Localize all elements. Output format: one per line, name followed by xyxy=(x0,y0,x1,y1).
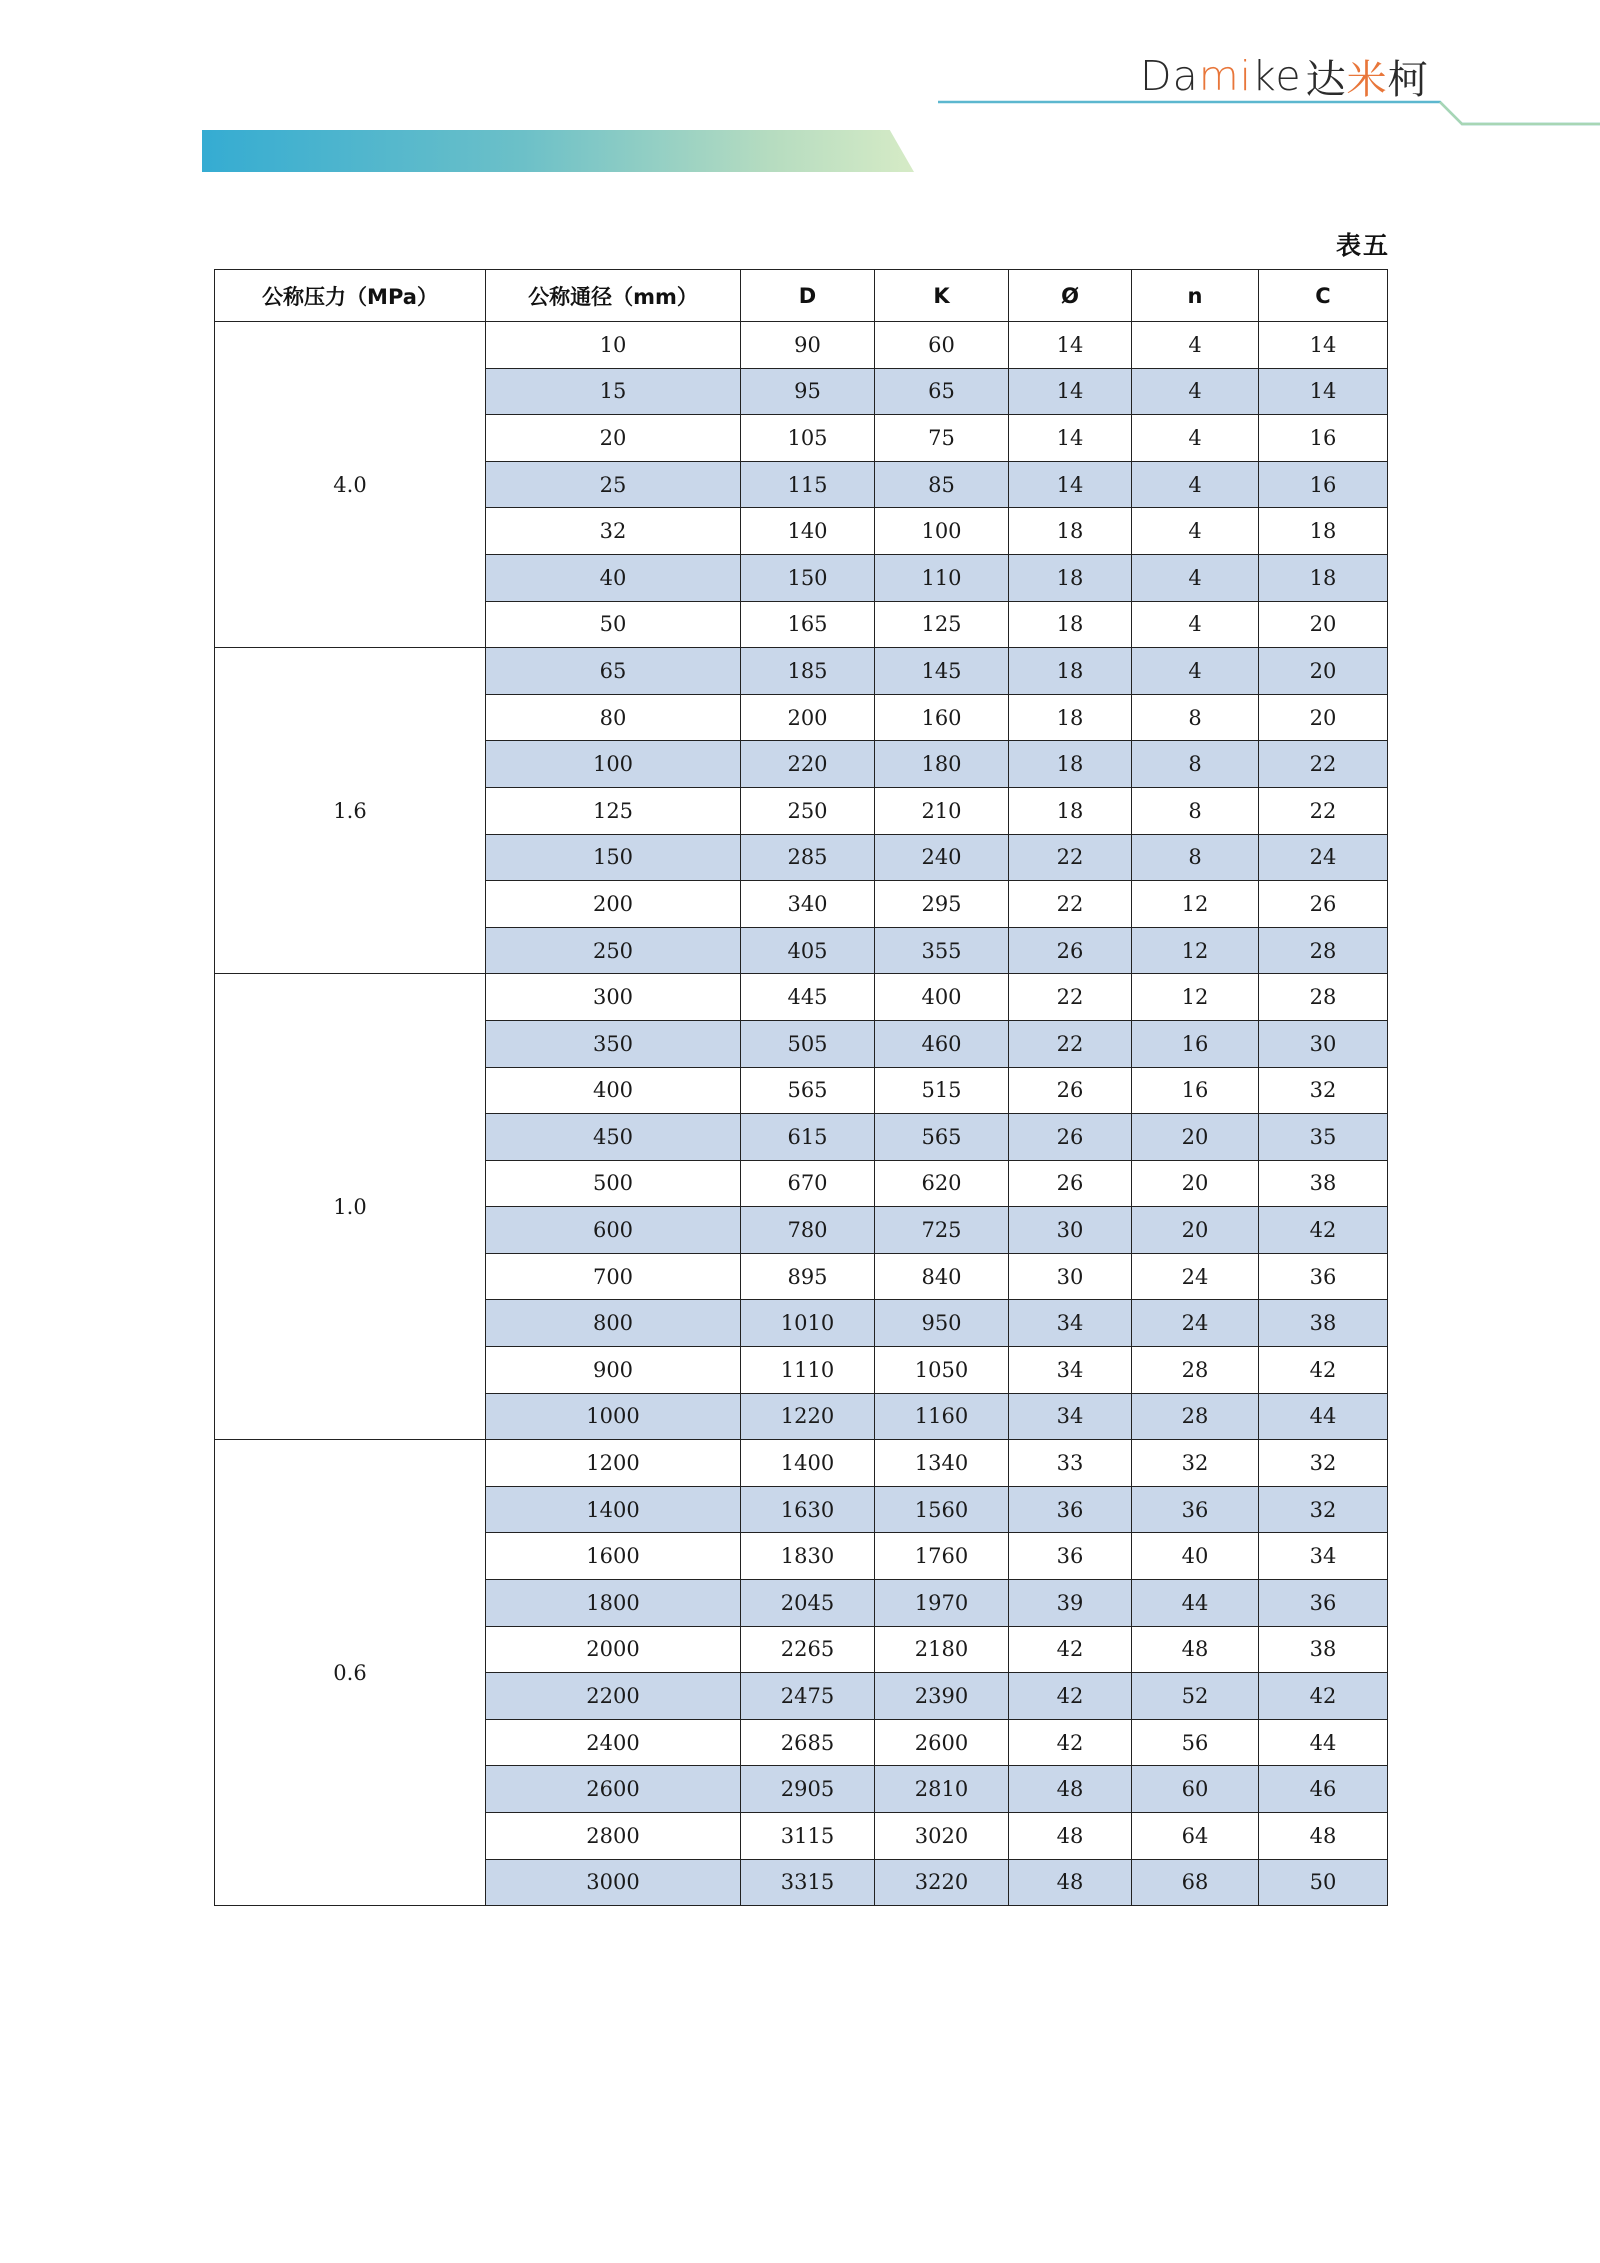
bolt-hole-cell: 34 xyxy=(1009,1347,1132,1394)
k-cell: 2810 xyxy=(875,1766,1009,1813)
header-n: n xyxy=(1132,270,1259,322)
n-cell: 44 xyxy=(1132,1580,1259,1627)
pressure-cell: 0.6 xyxy=(215,1440,486,1906)
k-cell: 160 xyxy=(875,694,1009,741)
diameter-cell: 200 xyxy=(486,881,741,928)
n-cell: 40 xyxy=(1132,1533,1259,1580)
n-cell: 20 xyxy=(1132,1160,1259,1207)
k-cell: 295 xyxy=(875,881,1009,928)
table-row xyxy=(215,322,1388,369)
n-cell: 4 xyxy=(1132,554,1259,601)
k-cell: 65 xyxy=(875,368,1009,415)
c-cell: 16 xyxy=(1259,415,1388,462)
c-cell: 32 xyxy=(1259,1440,1388,1487)
k-cell: 565 xyxy=(875,1114,1009,1161)
n-cell: 60 xyxy=(1132,1766,1259,1813)
bolt-hole-cell: 18 xyxy=(1009,694,1132,741)
n-cell: 8 xyxy=(1132,741,1259,788)
k-cell: 1760 xyxy=(875,1533,1009,1580)
n-cell: 32 xyxy=(1132,1440,1259,1487)
d-cell: 185 xyxy=(741,648,875,695)
n-cell: 28 xyxy=(1132,1393,1259,1440)
k-cell: 100 xyxy=(875,508,1009,555)
diameter-cell: 1800 xyxy=(486,1580,741,1627)
c-cell: 18 xyxy=(1259,554,1388,601)
diameter-cell: 2600 xyxy=(486,1766,741,1813)
k-cell: 355 xyxy=(875,927,1009,974)
d-cell: 1830 xyxy=(741,1533,875,1580)
c-cell: 32 xyxy=(1259,1486,1388,1533)
k-cell: 460 xyxy=(875,1020,1009,1067)
k-cell: 515 xyxy=(875,1067,1009,1114)
brand-latin-accent: mi xyxy=(1198,52,1253,100)
d-cell: 2905 xyxy=(741,1766,875,1813)
diameter-cell: 800 xyxy=(486,1300,741,1347)
header-color-band xyxy=(202,130,914,172)
c-cell: 20 xyxy=(1259,694,1388,741)
bolt-hole-cell: 42 xyxy=(1009,1719,1132,1766)
k-cell: 950 xyxy=(875,1300,1009,1347)
n-cell: 48 xyxy=(1132,1626,1259,1673)
flange-dimension-table xyxy=(214,269,1388,1906)
diameter-cell: 10 xyxy=(486,322,741,369)
k-cell: 60 xyxy=(875,322,1009,369)
diameter-cell: 15 xyxy=(486,368,741,415)
diameter-cell: 125 xyxy=(486,787,741,834)
c-cell: 42 xyxy=(1259,1207,1388,1254)
bolt-hole-cell: 18 xyxy=(1009,787,1132,834)
brand-chinese-name xyxy=(1306,48,1429,105)
d-cell: 115 xyxy=(741,461,875,508)
d-cell: 140 xyxy=(741,508,875,555)
k-cell: 400 xyxy=(875,974,1009,1021)
bolt-hole-cell: 34 xyxy=(1009,1300,1132,1347)
k-cell: 1340 xyxy=(875,1440,1009,1487)
k-cell: 2180 xyxy=(875,1626,1009,1673)
k-cell: 210 xyxy=(875,787,1009,834)
bolt-hole-cell: 48 xyxy=(1009,1859,1132,1906)
bolt-hole-cell: 22 xyxy=(1009,881,1132,928)
brand-latin-prefix: Da xyxy=(1140,52,1199,100)
d-cell: 1220 xyxy=(741,1393,875,1440)
n-cell: 20 xyxy=(1132,1207,1259,1254)
n-cell: 12 xyxy=(1132,881,1259,928)
bolt-hole-cell: 14 xyxy=(1009,415,1132,462)
k-cell: 2600 xyxy=(875,1719,1009,1766)
table-body xyxy=(215,322,1388,1906)
d-cell: 3315 xyxy=(741,1859,875,1906)
bolt-hole-cell: 18 xyxy=(1009,601,1132,648)
header-nominal-diameter: 公称通径（mm） xyxy=(486,270,741,322)
c-cell: 14 xyxy=(1259,368,1388,415)
k-cell: 1970 xyxy=(875,1580,1009,1627)
brand-cn-char-2: 米 xyxy=(1346,56,1388,103)
c-cell: 18 xyxy=(1259,508,1388,555)
d-cell: 895 xyxy=(741,1253,875,1300)
bolt-hole-cell: 26 xyxy=(1009,1114,1132,1161)
header-k: K xyxy=(875,270,1009,322)
diameter-cell: 80 xyxy=(486,694,741,741)
n-cell: 16 xyxy=(1132,1020,1259,1067)
diameter-cell: 150 xyxy=(486,834,741,881)
diameter-cell: 600 xyxy=(486,1207,741,1254)
diameter-cell: 50 xyxy=(486,601,741,648)
d-cell: 2045 xyxy=(741,1580,875,1627)
table-row xyxy=(215,1440,1388,1487)
diameter-cell: 2200 xyxy=(486,1673,741,1720)
n-cell: 24 xyxy=(1132,1253,1259,1300)
n-cell: 52 xyxy=(1132,1673,1259,1720)
c-cell: 30 xyxy=(1259,1020,1388,1067)
bolt-hole-cell: 42 xyxy=(1009,1673,1132,1720)
c-cell: 26 xyxy=(1259,881,1388,928)
c-cell: 20 xyxy=(1259,601,1388,648)
c-cell: 46 xyxy=(1259,1766,1388,1813)
n-cell: 4 xyxy=(1132,461,1259,508)
diameter-cell: 3000 xyxy=(486,1859,741,1906)
c-cell: 16 xyxy=(1259,461,1388,508)
bolt-hole-cell: 14 xyxy=(1009,368,1132,415)
d-cell: 565 xyxy=(741,1067,875,1114)
d-cell: 615 xyxy=(741,1114,875,1161)
diameter-cell: 1200 xyxy=(486,1440,741,1487)
diameter-cell: 100 xyxy=(486,741,741,788)
c-cell: 24 xyxy=(1259,834,1388,881)
c-cell: 48 xyxy=(1259,1813,1388,1860)
diameter-cell: 350 xyxy=(486,1020,741,1067)
bolt-hole-cell: 14 xyxy=(1009,322,1132,369)
n-cell: 8 xyxy=(1132,787,1259,834)
k-cell: 3220 xyxy=(875,1859,1009,1906)
c-cell: 36 xyxy=(1259,1253,1388,1300)
brand-cn-char-1: 达 xyxy=(1305,56,1347,103)
n-cell: 36 xyxy=(1132,1486,1259,1533)
bolt-hole-cell: 18 xyxy=(1009,554,1132,601)
bolt-hole-cell: 14 xyxy=(1009,461,1132,508)
c-cell: 50 xyxy=(1259,1859,1388,1906)
d-cell: 105 xyxy=(741,415,875,462)
k-cell: 3020 xyxy=(875,1813,1009,1860)
bolt-hole-cell: 34 xyxy=(1009,1393,1132,1440)
diameter-cell: 65 xyxy=(486,648,741,695)
n-cell: 4 xyxy=(1132,415,1259,462)
n-cell: 12 xyxy=(1132,974,1259,1021)
diameter-cell: 2000 xyxy=(486,1626,741,1673)
c-cell: 44 xyxy=(1259,1393,1388,1440)
n-cell: 4 xyxy=(1132,648,1259,695)
diameter-cell: 40 xyxy=(486,554,741,601)
bolt-hole-cell: 30 xyxy=(1009,1207,1132,1254)
bolt-hole-cell: 26 xyxy=(1009,1067,1132,1114)
diameter-cell: 20 xyxy=(486,415,741,462)
brand-latin-suffix: ke xyxy=(1252,52,1302,100)
d-cell: 2265 xyxy=(741,1626,875,1673)
bolt-hole-cell: 18 xyxy=(1009,508,1132,555)
bolt-hole-cell: 33 xyxy=(1009,1440,1132,1487)
c-cell: 38 xyxy=(1259,1160,1388,1207)
n-cell: 4 xyxy=(1132,368,1259,415)
bolt-hole-cell: 36 xyxy=(1009,1533,1132,1580)
brand-logo xyxy=(1140,48,1429,104)
k-cell: 110 xyxy=(875,554,1009,601)
k-cell: 1050 xyxy=(875,1347,1009,1394)
n-cell: 68 xyxy=(1132,1859,1259,1906)
c-cell: 34 xyxy=(1259,1533,1388,1580)
d-cell: 405 xyxy=(741,927,875,974)
bolt-hole-cell: 22 xyxy=(1009,1020,1132,1067)
k-cell: 1160 xyxy=(875,1393,1009,1440)
c-cell: 44 xyxy=(1259,1719,1388,1766)
n-cell: 4 xyxy=(1132,508,1259,555)
n-cell: 4 xyxy=(1132,601,1259,648)
d-cell: 670 xyxy=(741,1160,875,1207)
k-cell: 620 xyxy=(875,1160,1009,1207)
k-cell: 1560 xyxy=(875,1486,1009,1533)
bolt-hole-cell: 22 xyxy=(1009,834,1132,881)
pressure-cell: 4.0 xyxy=(215,322,486,648)
k-cell: 125 xyxy=(875,601,1009,648)
c-cell: 42 xyxy=(1259,1673,1388,1720)
header-c: C xyxy=(1259,270,1388,322)
k-cell: 840 xyxy=(875,1253,1009,1300)
c-cell: 28 xyxy=(1259,974,1388,1021)
d-cell: 780 xyxy=(741,1207,875,1254)
d-cell: 1110 xyxy=(741,1347,875,1394)
diameter-cell: 2800 xyxy=(486,1813,741,1860)
d-cell: 150 xyxy=(741,554,875,601)
k-cell: 145 xyxy=(875,648,1009,695)
d-cell: 90 xyxy=(741,322,875,369)
bolt-hole-cell: 18 xyxy=(1009,648,1132,695)
header-nominal-pressure: 公称压力（MPa） xyxy=(215,270,486,322)
diameter-cell: 1400 xyxy=(486,1486,741,1533)
d-cell: 3115 xyxy=(741,1813,875,1860)
bolt-hole-cell: 42 xyxy=(1009,1626,1132,1673)
n-cell: 4 xyxy=(1132,322,1259,369)
diameter-cell: 300 xyxy=(486,974,741,1021)
diameter-cell: 1600 xyxy=(486,1533,741,1580)
n-cell: 16 xyxy=(1132,1067,1259,1114)
d-cell: 1010 xyxy=(741,1300,875,1347)
c-cell: 36 xyxy=(1259,1580,1388,1627)
d-cell: 1630 xyxy=(741,1486,875,1533)
d-cell: 200 xyxy=(741,694,875,741)
d-cell: 250 xyxy=(741,787,875,834)
n-cell: 56 xyxy=(1132,1719,1259,1766)
c-cell: 28 xyxy=(1259,927,1388,974)
n-cell: 8 xyxy=(1132,694,1259,741)
k-cell: 180 xyxy=(875,741,1009,788)
diameter-cell: 1000 xyxy=(486,1393,741,1440)
bolt-hole-cell: 26 xyxy=(1009,1160,1132,1207)
diameter-cell: 32 xyxy=(486,508,741,555)
n-cell: 64 xyxy=(1132,1813,1259,1860)
k-cell: 75 xyxy=(875,415,1009,462)
n-cell: 28 xyxy=(1132,1347,1259,1394)
d-cell: 2475 xyxy=(741,1673,875,1720)
n-cell: 8 xyxy=(1132,834,1259,881)
brand-cn-char-3: 柯 xyxy=(1387,56,1429,103)
d-cell: 220 xyxy=(741,741,875,788)
c-cell: 22 xyxy=(1259,741,1388,788)
bolt-hole-cell: 22 xyxy=(1009,974,1132,1021)
k-cell: 725 xyxy=(875,1207,1009,1254)
diameter-cell: 500 xyxy=(486,1160,741,1207)
d-cell: 285 xyxy=(741,834,875,881)
table-header-row xyxy=(215,270,1388,322)
c-cell: 22 xyxy=(1259,787,1388,834)
c-cell: 38 xyxy=(1259,1626,1388,1673)
n-cell: 20 xyxy=(1132,1114,1259,1161)
bolt-hole-cell: 48 xyxy=(1009,1813,1132,1860)
pressure-cell: 1.0 xyxy=(215,974,486,1440)
diameter-cell: 900 xyxy=(486,1347,741,1394)
c-cell: 14 xyxy=(1259,322,1388,369)
bolt-hole-cell: 39 xyxy=(1009,1580,1132,1627)
table-row xyxy=(215,974,1388,1021)
d-cell: 2685 xyxy=(741,1719,875,1766)
diameter-cell: 400 xyxy=(486,1067,741,1114)
diameter-cell: 250 xyxy=(486,927,741,974)
d-cell: 1400 xyxy=(741,1440,875,1487)
d-cell: 445 xyxy=(741,974,875,1021)
d-cell: 165 xyxy=(741,601,875,648)
bolt-hole-cell: 18 xyxy=(1009,741,1132,788)
table-caption: 表五 xyxy=(1335,231,1390,260)
d-cell: 95 xyxy=(741,368,875,415)
bolt-hole-cell: 30 xyxy=(1009,1253,1132,1300)
diameter-cell: 700 xyxy=(486,1253,741,1300)
bolt-hole-cell: 26 xyxy=(1009,927,1132,974)
bolt-hole-cell: 48 xyxy=(1009,1766,1132,1813)
c-cell: 38 xyxy=(1259,1300,1388,1347)
header-bolt-hole-diameter: Ø xyxy=(1009,270,1132,322)
diameter-cell: 25 xyxy=(486,461,741,508)
header-d: D xyxy=(741,270,875,322)
diameter-cell: 450 xyxy=(486,1114,741,1161)
table-row xyxy=(215,648,1388,695)
pressure-cell: 1.6 xyxy=(215,648,486,974)
c-cell: 20 xyxy=(1259,648,1388,695)
d-cell: 340 xyxy=(741,881,875,928)
n-cell: 12 xyxy=(1132,927,1259,974)
n-cell: 24 xyxy=(1132,1300,1259,1347)
bolt-hole-cell: 36 xyxy=(1009,1486,1132,1533)
k-cell: 240 xyxy=(875,834,1009,881)
k-cell: 85 xyxy=(875,461,1009,508)
diameter-cell: 2400 xyxy=(486,1719,741,1766)
c-cell: 32 xyxy=(1259,1067,1388,1114)
c-cell: 42 xyxy=(1259,1347,1388,1394)
c-cell: 35 xyxy=(1259,1114,1388,1161)
k-cell: 2390 xyxy=(875,1673,1009,1720)
d-cell: 505 xyxy=(741,1020,875,1067)
